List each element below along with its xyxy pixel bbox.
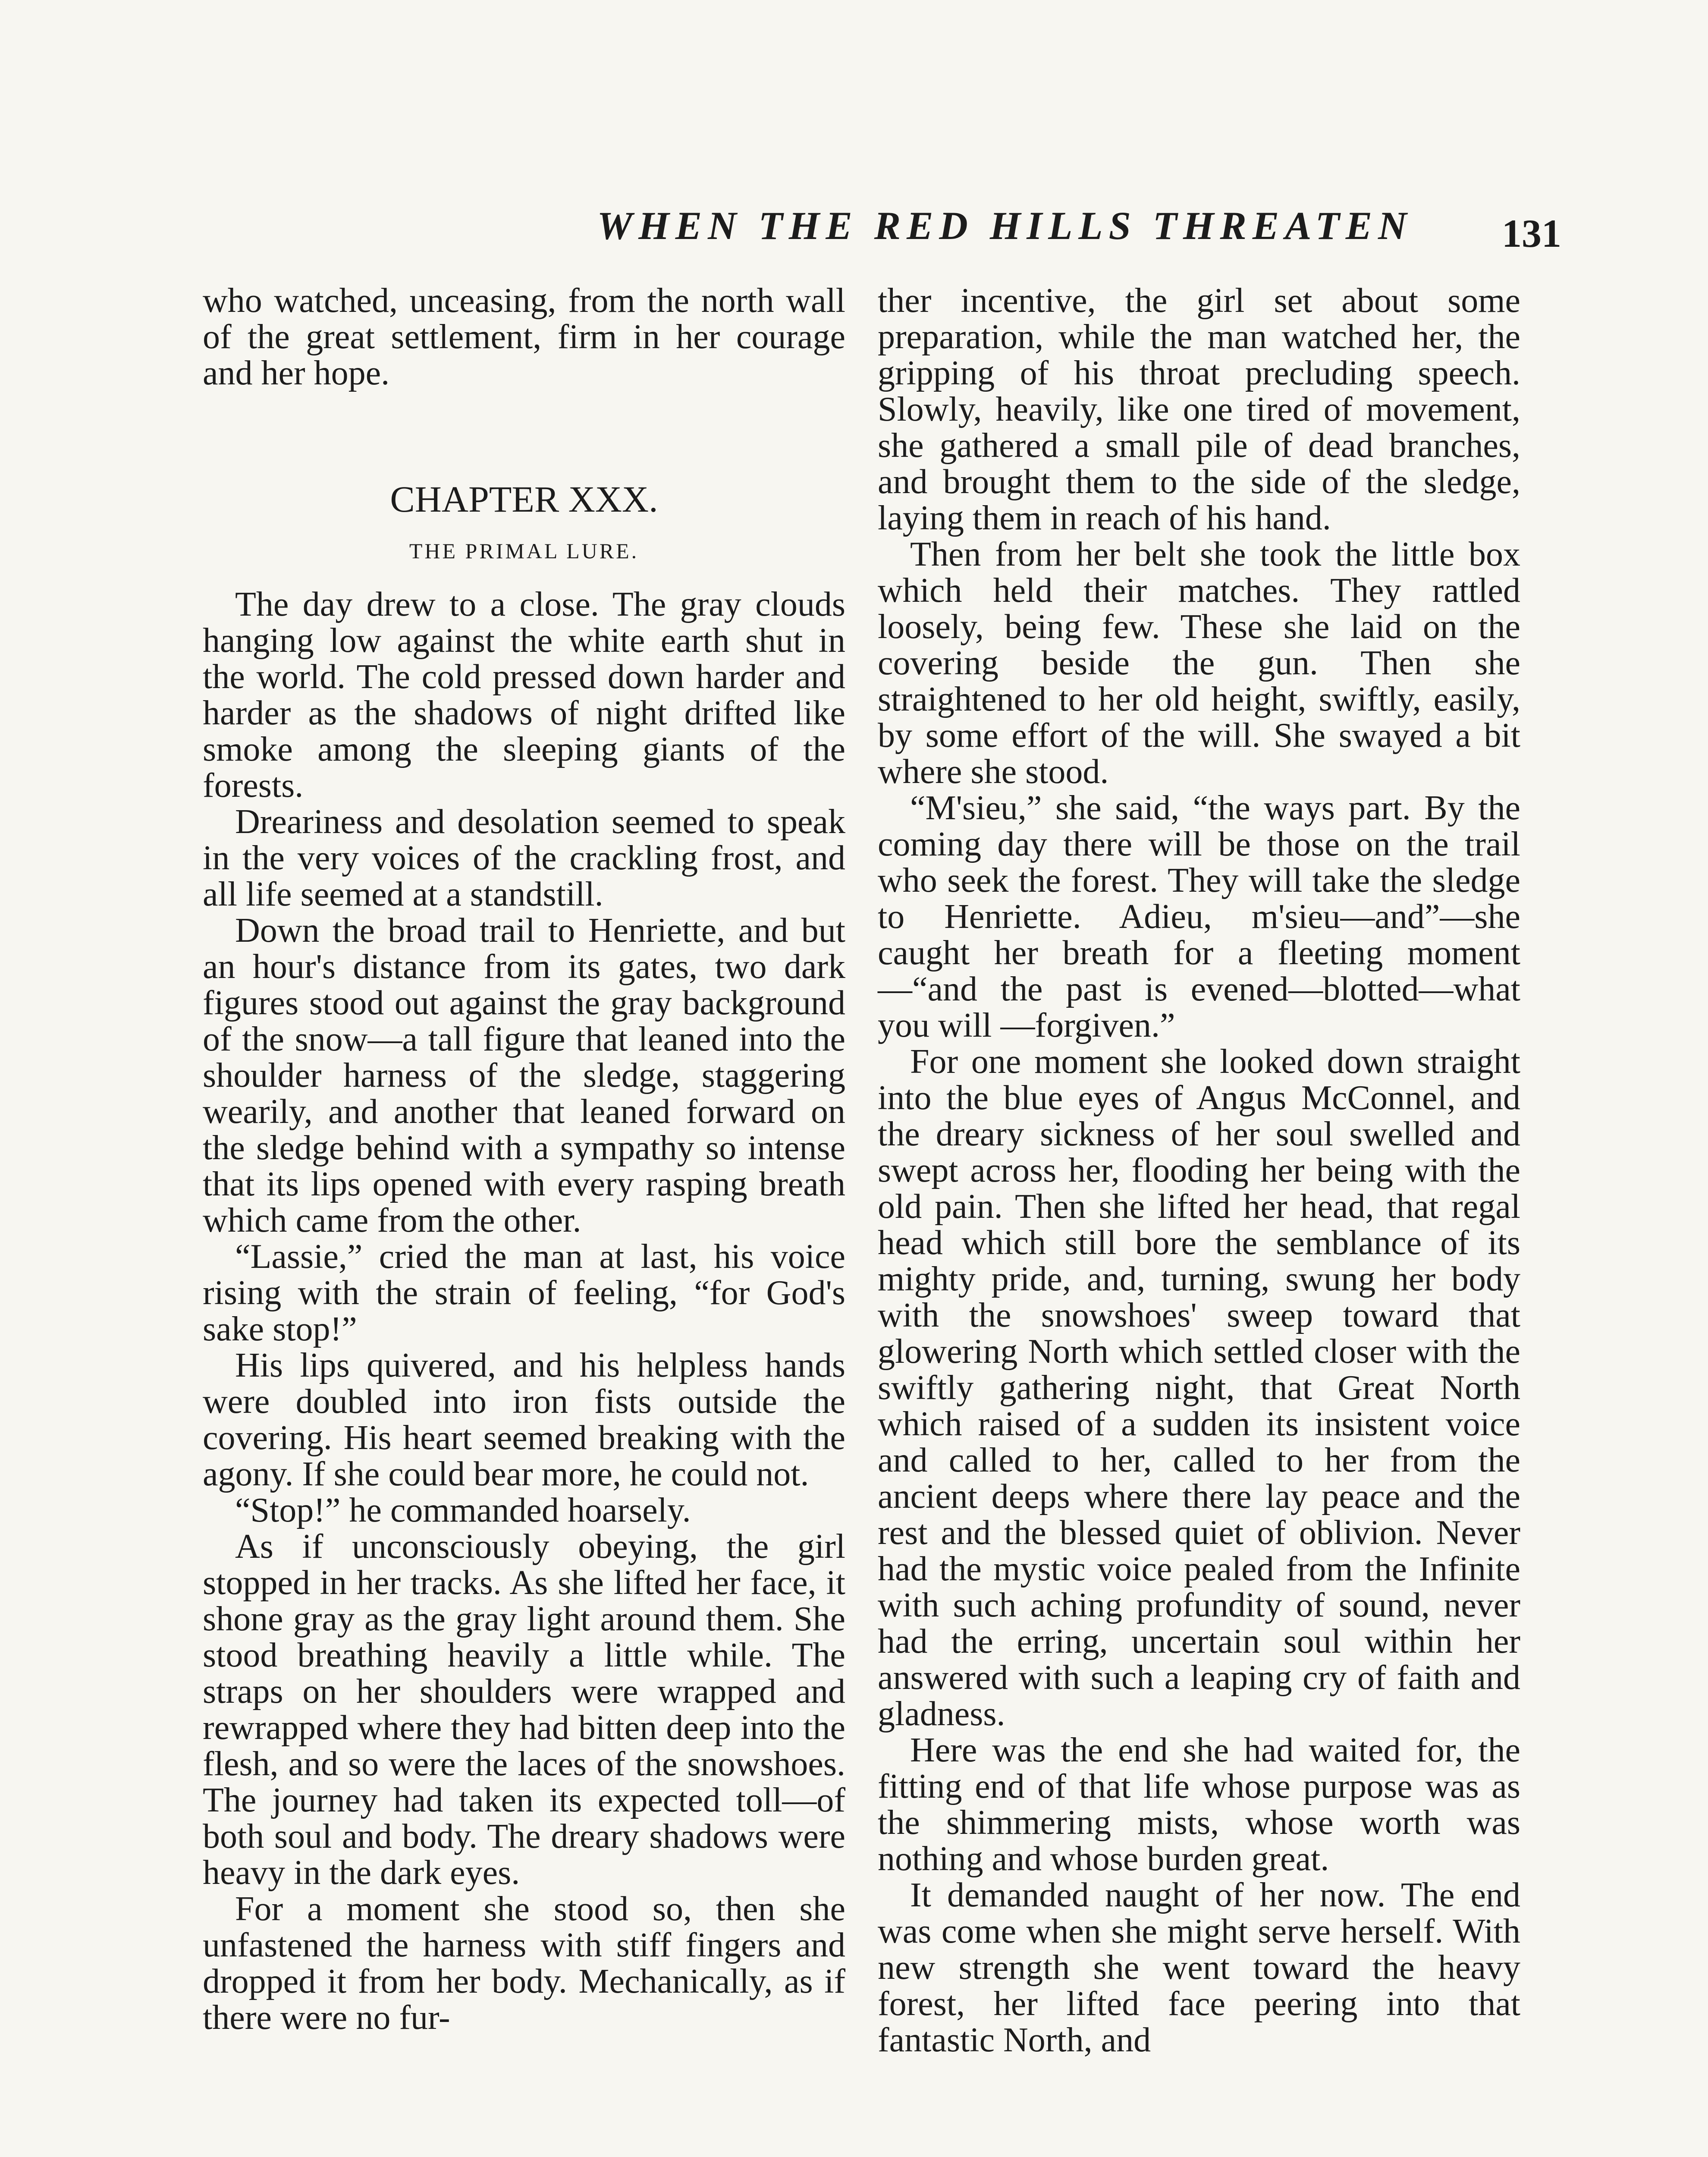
paragraph: The day drew to a close. The gray clouds hanging low against the white earth shut in the world. The cold pressed down harder and harder as the shadows of night drifted like smoke among the sleeping giants of the forests. (203, 585, 845, 805)
paragraph: Here was the end she had waited for, the fitting end of that life whose purpose was as the shimmering mists, whose worth was nothing and whose burden great. (878, 1731, 1520, 1878)
paragraph: It demanded naught of her now. The end was come when she might serve herself. With new strength she went toward the heavy forest, her lifted face peering into that fantastic North, and (878, 1876, 1520, 2059)
paragraph: who watched, unceasing, from the north wall of the great settlement, firm in her courage and her hope. (203, 282, 845, 392)
chapter-subtitle: THE PRIMAL LURE. (409, 539, 639, 563)
paragraph: ther incentive, the girl set about some preparation, while the man watched her, the gripping of his throat precluding speech. Slowly, heavily, like one tired of movement, she gathered a small pile of dead branches, and brought them to the side of the sledge, laying them in reach of his hand. (878, 282, 1520, 537)
paragraph: For one moment she looked down straight into the blue eyes of Angus McConnel, and the dreary sickness of her soul swelled and swept across her, flooding her being with the old pain. Then she lifted her head, that regal head which still bore the semblance of its mighty pride, and, turning, swung her body with the snowshoes' sweep toward that glowering North which settled closer with the swiftly gathering night, that Great North which raised of a sudden its insistent voice and called to her, called to her from the ancient deeps where there lay peace and the rest and the blessed quiet of oblivion. Never had the mystic voice pealed from the Infinite with such aching profundity of sound, never had the erring, uncertain soul within her answered with such a leaping cry of faith and gladness. (878, 1043, 1520, 1733)
paragraph: “Lassie,” cried the man at last, his voice rising with the strain of feeling, “for God's sake stop!” (203, 1238, 845, 1348)
paragraph: Then from her belt she took the little box which held their matches. They rattled loosely, being few. These she laid on the covering beside the gun. Then she straightened to her old height, swiftly, easily, by some effort of the will. She swayed a bit where she stood. (878, 535, 1520, 791)
paragraph: His lips quivered, and his helpless hands were doubled into iron fists outside the covering. His heart seemed breaking with the agony. If she could bear more, he could not. (203, 1346, 845, 1493)
page-number: 131 (1502, 211, 1561, 255)
paragraph: Down the broad trail to Henriette, and but an hour's distance from its gates, two dark figures stood out against the gray background of the snow—a tall figure that leaned into the shoulder harness of the sledge, staggering wearily, and another that leaned forward on the sledge behind with a sympathy so intense that its lips opened with every rasping breath which came from the other. (203, 912, 845, 1239)
paragraph: As if unconsciously obeying, the girl stopped in her tracks. As she lifted her face, it shone gray as the gray light around them. She stood breathing heavily a little while. The straps on her shoulders were wrapped and rewrapped where they had bitten deep into the flesh, and so were the laces of the snowshoes. The journey had taken its expected toll—of both soul and body. The dreary shadows were heavy in the dark eyes. (203, 1528, 845, 1892)
paragraph: For a moment she stood so, then she unfastened the harness with stiff fingers and dropped it from her body. Mechanically, as if there were no fur- (203, 1890, 845, 2037)
running-title: WHEN THE RED HILLS THREATEN (597, 204, 1413, 248)
paragraph: “M'sieu,” she said, “the ways part. By the coming day there will be those on the trail who seek the forest. They will take the sledge to Henriette. Adieu, m'sieu—and”—she caught her breath for a fleeting moment—“and the past is evened—blotted—what you will —forgiven.” (878, 789, 1520, 1044)
chapter-title: CHAPTER XXX. (390, 478, 658, 520)
paragraph: Dreariness and desolation seemed to speak in the very voices of the crackling frost, and all life seemed at a standstill. (203, 803, 845, 913)
paragraph: “Stop!” he commanded hoarsely. (235, 1491, 691, 1529)
left-column (203, 283, 845, 2036)
right-column (878, 283, 1520, 2058)
